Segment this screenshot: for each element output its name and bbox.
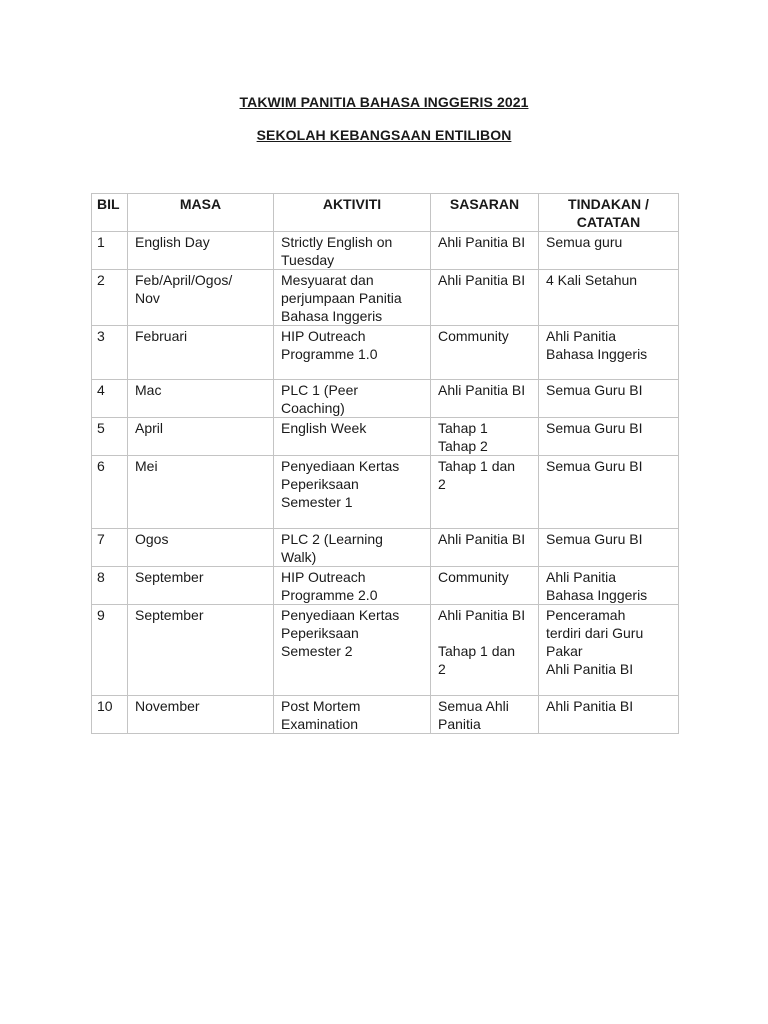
table-row (92, 326, 679, 380)
table-row (92, 605, 679, 696)
table-row (92, 529, 679, 567)
cell-bil: 6 (92, 456, 128, 529)
cell-aktiviti (274, 456, 431, 529)
cell-masa-line: September (135, 607, 204, 623)
cell-sasaran-line: Ahli Panitia BI (438, 272, 526, 288)
cell-sasaran-line: Tahap 1 dan (438, 458, 516, 474)
cell-masa-line: Februari (135, 328, 188, 344)
cell-aktiviti-line: Mesyuarat dan (281, 272, 374, 288)
table-row (92, 456, 679, 529)
cell-aktiviti-line: Post Mortem (281, 698, 361, 714)
cell-tindakan (539, 270, 679, 326)
cell-aktiviti-line: Walk) (281, 549, 317, 565)
table-body (92, 232, 679, 734)
cell-tindakan-line: Semua Guru BI (546, 420, 643, 436)
cell-aktiviti-line: Peperiksaan (281, 476, 359, 492)
cell-tindakan-line: Semua Guru BI (546, 531, 643, 547)
cell-aktiviti-line: HIP Outreach (281, 328, 366, 344)
cell-sasaran (431, 232, 539, 270)
cell-sasaran-line: Community (438, 328, 509, 344)
cell-masa (128, 529, 274, 567)
header-tindakan-line2: CATATAN (576, 214, 641, 230)
cell-bil: 10 (92, 696, 128, 734)
cell-aktiviti (274, 270, 431, 326)
cell-tindakan-line: Semua Guru BI (546, 458, 643, 474)
cell-sasaran (431, 326, 539, 380)
cell-sasaran (431, 456, 539, 529)
cell-aktiviti (274, 326, 431, 380)
cell-masa-line: English Day (135, 234, 210, 250)
cell-aktiviti-line: Programme 1.0 (281, 346, 378, 362)
cell-bil: 1 (92, 232, 128, 270)
cell-aktiviti-line: PLC 2 (Learning (281, 531, 383, 547)
cell-aktiviti-line: Penyediaan Kertas (281, 458, 400, 474)
cell-masa (128, 270, 274, 326)
document-title: TAKWIM PANITIA BAHASA INGGERIS 2021 (239, 94, 529, 110)
cell-tindakan (539, 567, 679, 605)
cell-sasaran-line: 2 (438, 476, 446, 492)
cell-masa (128, 418, 274, 456)
cell-aktiviti (274, 380, 431, 418)
cell-masa-line: Feb/April/Ogos/ (135, 272, 233, 288)
cell-aktiviti-line: Semester 2 (281, 643, 353, 659)
document-subtitle: SEKOLAH KEBANGSAAN ENTILIBON (256, 127, 512, 143)
cell-aktiviti-line: PLC 1 (Peer (281, 382, 359, 398)
cell-tindakan (539, 456, 679, 529)
header-bil: BIL (92, 194, 128, 232)
cell-masa (128, 456, 274, 529)
cell-masa-line: November (135, 698, 200, 714)
cell-tindakan-line: 4 Kali Setahun (546, 272, 638, 288)
cell-aktiviti-line: Strictly English on (281, 234, 393, 250)
cell-tindakan-line: Bahasa Inggeris (546, 346, 648, 362)
cell-bil: 4 (92, 380, 128, 418)
cell-aktiviti-line: Semester 1 (281, 494, 353, 510)
cell-tindakan-line: Bahasa Inggeris (546, 587, 648, 603)
cell-bil: 9 (92, 605, 128, 696)
cell-masa (128, 567, 274, 605)
cell-sasaran (431, 529, 539, 567)
cell-aktiviti-line: Examination (281, 716, 359, 732)
table-row (92, 567, 679, 605)
cell-bil: 7 (92, 529, 128, 567)
header-tindakan-line1: TINDAKAN / (568, 196, 649, 212)
cell-tindakan-line: Penceramah (546, 607, 626, 623)
cell-sasaran (431, 418, 539, 456)
takwim-table (91, 193, 679, 734)
cell-aktiviti-line: Penyediaan Kertas (281, 607, 400, 623)
cell-aktiviti-line: Peperiksaan (281, 625, 359, 641)
cell-sasaran-line: Panitia (438, 716, 481, 732)
cell-masa-line: Mei (135, 458, 158, 474)
cell-aktiviti (274, 232, 431, 270)
cell-sasaran-line: 2 (438, 661, 446, 677)
cell-masa (128, 380, 274, 418)
cell-sasaran (431, 696, 539, 734)
cell-sasaran-line: Tahap 2 (438, 438, 488, 454)
cell-bil: 3 (92, 326, 128, 380)
cell-sasaran-line: Ahli Panitia BI (438, 607, 526, 623)
header-masa: MASA (128, 194, 274, 232)
cell-tindakan-line: Semua Guru BI (546, 382, 643, 398)
cell-aktiviti-line: HIP Outreach (281, 569, 366, 585)
cell-tindakan-line: Semua guru (546, 234, 623, 250)
cell-tindakan-line: Pakar (546, 643, 583, 659)
header-tindakan-catatan (539, 194, 679, 232)
cell-sasaran-line: Ahli Panitia BI (438, 531, 526, 547)
cell-sasaran-line: Ahli Panitia BI (438, 382, 526, 398)
cell-bil: 8 (92, 567, 128, 605)
cell-aktiviti-line: Programme 2.0 (281, 587, 378, 603)
cell-masa-line: April (135, 420, 164, 436)
cell-sasaran (431, 567, 539, 605)
table-row (92, 270, 679, 326)
table-header-row (92, 194, 679, 232)
cell-sasaran (431, 270, 539, 326)
cell-aktiviti-line: perjumpaan Panitia (281, 290, 402, 306)
cell-tindakan-line: terdiri dari Guru (546, 625, 644, 641)
table-row (92, 418, 679, 456)
cell-tindakan-line: Ahli Panitia BI (546, 698, 634, 714)
cell-sasaran (431, 380, 539, 418)
cell-masa-line: Ogos (135, 531, 169, 547)
cell-tindakan-line: Ahli Panitia (546, 328, 617, 344)
cell-sasaran-line: Tahap 1 dan (438, 643, 516, 659)
table-row (92, 696, 679, 734)
cell-tindakan (539, 529, 679, 567)
cell-masa (128, 696, 274, 734)
header-sasaran: SASARAN (431, 194, 539, 232)
cell-sasaran-line: Community (438, 569, 509, 585)
cell-aktiviti (274, 605, 431, 696)
cell-masa (128, 326, 274, 380)
cell-tindakan (539, 232, 679, 270)
cell-sasaran (431, 605, 539, 696)
cell-aktiviti (274, 529, 431, 567)
cell-masa-line: Nov (135, 290, 160, 306)
cell-bil: 5 (92, 418, 128, 456)
cell-sasaran-line: Ahli Panitia BI (438, 234, 526, 250)
cell-aktiviti (274, 418, 431, 456)
cell-masa (128, 232, 274, 270)
table-row (92, 232, 679, 270)
cell-aktiviti (274, 696, 431, 734)
cell-aktiviti-line: Tuesday (281, 252, 335, 268)
header-aktiviti: AKTIVITI (274, 194, 431, 232)
cell-aktiviti-line: Bahasa Inggeris (281, 308, 383, 324)
cell-tindakan (539, 605, 679, 696)
cell-aktiviti-line: English Week (281, 420, 367, 436)
cell-aktiviti (274, 567, 431, 605)
cell-bil: 2 (92, 270, 128, 326)
cell-masa-line: Mac (135, 382, 162, 398)
cell-sasaran-line (438, 624, 531, 642)
cell-sasaran-line: Tahap 1 (438, 420, 488, 436)
cell-masa-line: September (135, 569, 204, 585)
cell-tindakan (539, 380, 679, 418)
cell-tindakan (539, 326, 679, 380)
cell-tindakan-line: Ahli Panitia BI (546, 661, 634, 677)
cell-sasaran-line: Semua Ahli (438, 698, 509, 714)
cell-tindakan-line: Ahli Panitia (546, 569, 617, 585)
cell-tindakan (539, 696, 679, 734)
cell-masa (128, 605, 274, 696)
cell-aktiviti-line: Coaching) (281, 400, 345, 416)
cell-tindakan (539, 418, 679, 456)
table-row (92, 380, 679, 418)
